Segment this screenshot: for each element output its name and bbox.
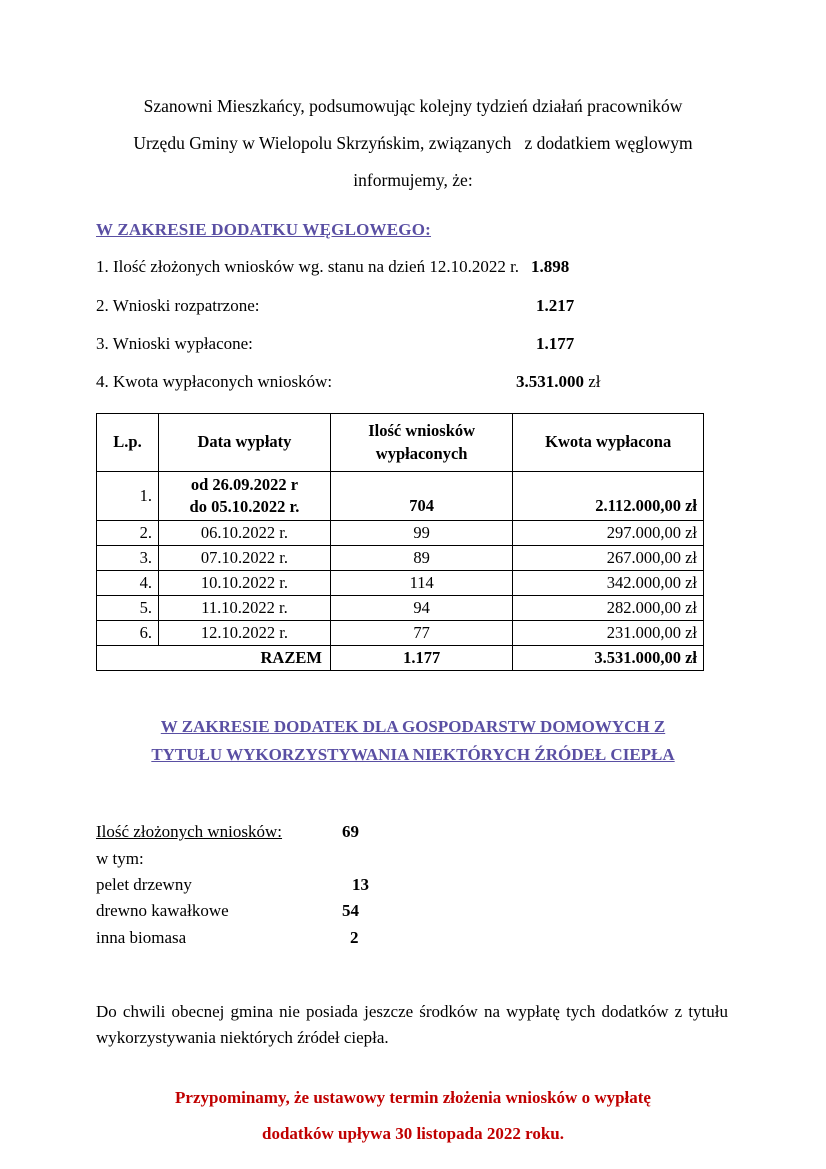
cell-lp: 4. xyxy=(97,571,159,596)
cell-lp: 6. xyxy=(97,621,159,646)
availability-note: Do chwili obecnej gmina nie posiada jeszcze środków na wypłatę tych dodatków z tytułu wykorzystywania niektórych źródeł ciepła. xyxy=(96,1002,728,1048)
table-row xyxy=(97,621,704,646)
table-header-row xyxy=(97,414,704,472)
cell-date: 12.10.2022 r. xyxy=(159,621,331,646)
column-header-count-line2: wypłaconych xyxy=(375,443,468,463)
payments-table xyxy=(96,413,704,671)
column-header-lp: L.p. xyxy=(97,414,159,472)
list-item-value: 69 xyxy=(342,822,359,842)
stat-value: 1.217 xyxy=(536,295,575,315)
list-item-label: Ilość złożonych wniosków: xyxy=(96,822,283,842)
list-item-value: 2 xyxy=(350,927,359,947)
list-item-label: drewno kawałkowe xyxy=(96,901,229,921)
section-heading-coal-allowance: W ZAKRESIE DODATKU WĘGLOWEGO: xyxy=(96,220,432,240)
deadline-reminder xyxy=(96,1080,730,1151)
column-header-count-line1: Ilość wniosków xyxy=(368,421,476,441)
table-row xyxy=(97,546,704,571)
stat-row xyxy=(96,248,730,286)
intro-line-3: informujemy, że: xyxy=(353,169,473,190)
list-item xyxy=(96,925,730,951)
cell-date-line1: od 26.09.2022 r xyxy=(190,474,299,494)
cell-lp: 1. xyxy=(97,471,159,521)
cell-lp: 3. xyxy=(97,546,159,571)
stat-label: 2. Wnioski rozpatrzone: xyxy=(96,295,260,315)
deadline-reminder-line1: Przypominamy, że ustawowy termin złożenia wniosków o wypłatę xyxy=(175,1087,651,1107)
cell-date: 11.10.2022 r. xyxy=(159,596,331,621)
cell-total-amount: 3.531.000,00 zł xyxy=(513,646,704,671)
list-item-label: inna biomasa xyxy=(96,927,187,947)
section-heading-line1: W ZAKRESIE DODATEK DLA GOSPODARSTW DOMOWYCH Z xyxy=(160,717,666,737)
heat-sources-list xyxy=(96,819,730,951)
stat-value: 1.177 xyxy=(536,333,575,353)
cell-lp: 5. xyxy=(97,596,159,621)
list-item xyxy=(96,846,730,872)
table-row xyxy=(97,521,704,546)
section-heading-line2: TYTUŁU WYKORZYSTYWANIA NIEKTÓRYCH ŹRÓDEŁ CIEPŁA xyxy=(151,745,675,765)
table-row xyxy=(97,571,704,596)
list-item xyxy=(96,819,730,845)
list-item-label: pelet drzewny xyxy=(96,875,192,895)
stat-unit: zł xyxy=(584,372,601,391)
coal-allowance-stats xyxy=(96,248,730,401)
cell-amount: 282.000,00 zł xyxy=(513,596,704,621)
cell-date-line2: do 05.10.2022 r. xyxy=(189,497,300,517)
cell-count: 89 xyxy=(330,546,512,571)
cell-amount: 342.000,00 zł xyxy=(513,571,704,596)
table-row xyxy=(97,596,704,621)
cell-amount: 267.000,00 zł xyxy=(513,546,704,571)
cell-count: 99 xyxy=(330,521,512,546)
cell-date: 07.10.2022 r. xyxy=(159,546,331,571)
list-item-value: 13 xyxy=(352,875,369,895)
intro-line-2: Urzędu Gminy w Wielopolu Skrzyńskim, związanych z dodatkiem węglowym xyxy=(133,132,693,153)
cell-date xyxy=(159,471,331,521)
stat-label: 1. Ilość złożonych wniosków wg. stanu na dzień 12.10.2022 r. xyxy=(96,257,520,277)
stat-label: 3. Wnioski wypłacone: xyxy=(96,333,253,353)
stat-row xyxy=(96,325,730,363)
stat-row xyxy=(96,287,730,325)
intro-line-1: Szanowni Mieszkańcy, podsumowując kolejny tydzień działań pracowników xyxy=(143,96,683,116)
cell-count: 704 xyxy=(330,471,512,521)
table-total-row xyxy=(97,646,704,671)
column-header-amount: Kwota wypłacona xyxy=(513,414,704,472)
list-item-label: w tym: xyxy=(96,848,144,868)
cell-total-count: 1.177 xyxy=(330,646,512,671)
cell-count: 77 xyxy=(330,621,512,646)
deadline-reminder-line2: dodatków upływa 30 listopada 2022 roku. xyxy=(262,1123,564,1143)
intro-paragraph xyxy=(96,88,730,198)
cell-date: 06.10.2022 r. xyxy=(159,521,331,546)
cell-count: 114 xyxy=(330,571,512,596)
cell-date: 10.10.2022 r. xyxy=(159,571,331,596)
table-row xyxy=(97,471,704,521)
stat-value: 3.531.000 xyxy=(516,372,584,391)
column-header-date: Data wypłaty xyxy=(159,414,331,472)
cell-amount: 297.000,00 zł xyxy=(513,521,704,546)
stat-row xyxy=(96,363,730,401)
stat-label: 4. Kwota wypłaconych wniosków: xyxy=(96,372,333,391)
column-header-count xyxy=(330,414,512,472)
stat-value: 1.898 xyxy=(531,257,570,277)
list-item xyxy=(96,898,730,924)
list-item-value: 54 xyxy=(342,901,359,921)
cell-count: 94 xyxy=(330,596,512,621)
cell-amount: 2.112.000,00 zł xyxy=(513,471,704,521)
cell-amount: 231.000,00 zł xyxy=(513,621,704,646)
list-item xyxy=(96,872,730,898)
cell-total-label: RAZEM xyxy=(97,646,331,671)
section-heading-household-allowance xyxy=(96,713,730,769)
cell-lp: 2. xyxy=(97,521,159,546)
